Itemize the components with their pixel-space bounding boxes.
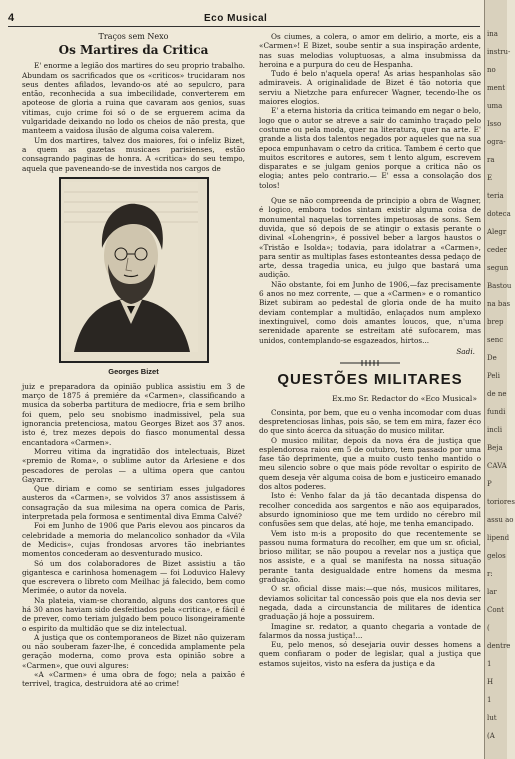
adjacent-page-fragment: lar [487,588,497,596]
article-paragraph: Na plateia, viam-se chorando, alguns dos cantores que há 30 anos haviam sido desfeitiados pela «critica», e fácil é de prever, como teriam julgado bem pouco lisongeiramente o espirito da multidão que se diz intelectual. [22,595,245,633]
article-paragraph: E' a eterna historia da critica teimando em negar o belo, logo que o autor se atreve a sair do caminho traçado pelo costume ou pela moda, quer na literatura, quer na arte. E' grande a lista dos talentos negados por aqueles que na sua epoca empunhavam o cetro da critica. Tambem é certo que muitos escritores e autores, sem t lento algum, escrevem disparates e se julgam genios porque a critica não os elogia; antes pelo contrario.— E' essa a consolação dos tolos! [259,106,481,190]
adjacent-page-fragment: segun [487,264,509,272]
section-title: QUESTÕES MILITARES [277,371,463,389]
adjacent-page-fragment: 1 [487,696,492,704]
author-signature: Sadi. [456,346,475,356]
adjacent-page-fragment: ina [487,30,498,38]
article-paragraph: Consinta, por bem, que eu o venha incomodar com duas despretenciosas linhas, pois são, se tem em mira, fazer éco do que sinto ácerca da situação do musico militar. [259,407,481,436]
adjacent-page-fragment: uma [487,102,503,110]
adjacent-page-fragment: CAVA [487,462,507,470]
article-paragraph: «A «Carmen» é uma obra de fogo; nela a paixão é terrivel, tragica, destruidora até ao crime! [22,670,245,689]
article-paragraph: Só um dos colaboradores de Bizet assistiu a tão gigantesca e carinhosa homenagem — foi Loduvico Halevy que escrevera o libreto com Meilhac já falecido, bem como Merimée, o autor da novela. [22,558,245,596]
adjacent-page-fragment: lut [487,714,497,722]
article-paragraph: O musico militar, depois da nova éra de justiça que esplendorosa raiou em 5 de outubro, tem passado por uma fase tão deprimente, que a muito custo tenho mantido o meu silencio sobre o que mais póde revoltar o espirito de quem deseja vêr alguma coisa de bom e justiceiro emanado dos altos poderes. [259,435,481,492]
adjacent-page-fragment: incli [487,426,503,434]
article-paragraph: Que se não compreenda de principio a obra de Wagner, é logico, embora todos sintam existir alguma coisa de monumental naquelas torrentes impetuosas de sons. Sem duvida, que só depois de se atingir o extasis perante o divinal «Lohengrin», é possivel beber a largos haustos o «Tristão e Isolda»; todavia, para idolatrar a «Carmen», para sentir as multiplas fases estonteantes dessa pedaço de arte, dessa tragedia unica, eu julgo que bastará uma audição. [259,196,481,280]
article-paragraph: Que diriam e como se sentiriam esses julgadores austeros da «Carmen», se volvidos 37 anos assistissem á consagração da sua milesima na opera comica de Paris, interpretada pela formosa e sentimental diva Emma Calvé? [22,484,245,522]
adjacent-page-fragment: na bas [487,300,511,308]
article-paragraph: A justiça que os contemporaneos de Bizet não quizeram ou não souberam fazer-lhe, é concedida amplamente pela geração moderna, como prova esta opinião sobre a «Carmen», que ouvi algures: [22,632,245,670]
adjacent-page-fragment: Cont [487,606,504,614]
article-paragraph: Os ciumes, a colera, o amor em delirio, a morte, eis a «Carmen»! E Bizet, soube sentir a sua inspiração ardente, nas suas melodias voluptuosas, a alma insubmissa da heroina e a purpura do ceu de Hespanha. [259,32,481,69]
adjacent-page-fragment: toriores [487,498,515,506]
bizet-portrait [59,177,209,363]
adjacent-page-fragment: De [487,354,497,362]
adjacent-page-fragment: senc [487,336,504,344]
ornamental-divider [259,360,481,369]
adjacent-page-fragment: fundi [487,408,506,416]
adjacent-page-fragment: ment [487,84,506,92]
adjacent-page-fragment: dentre [487,642,511,650]
adjacent-page-fragment: brep [487,318,504,326]
article-paragraph: E' enorme a legião dos martires do seu proprio trabalho. Abundam os sacrificados que os «criticos» trucidaram nos seus dentes afilados, levando-os até ao sepulcro, para então, reconhecida a sua imbecilidade, converterem em apoteose de gloria a ruina que cavaram aos genios, suas vitimas, cujo crime foi só o de se erguerem acima da vulgaridade deixando no lodo os cheios de não presta, que manteem a vaidosa ilusão de alguma coisa valerem. [22,61,245,136]
adjacent-page-fragment: gelos [487,552,506,560]
article-paragraph: Morreu vitima da ingratidão dos intelectuais, Bizet «premio de Roma», o sublime autor da Arlesiene e dos pescadores de perolas — a ultima opera que cantou Gayarre. [22,446,245,484]
divider-ornament-icon [340,360,400,366]
adjacent-page-fragment: 1 [487,660,492,668]
adjacent-page-fragment: Alegr [487,228,507,236]
column-kicker: Traços sem Nexo [98,32,169,41]
adjacent-page-fragment: de ne [487,390,507,398]
adjacent-page-fragment: ceder [487,246,508,254]
left-column [22,32,245,689]
portrait-caption: Georges Bizet [108,366,159,376]
letter-salutation: Ex.mo Sr. Redactor do «Eco Musical» [332,394,477,404]
adjacent-page-fragment: Peli [487,372,501,380]
adjacent-page-fragment: H [487,678,494,686]
adjacent-page-fragment: Beja [487,444,503,452]
portrait-engraving [64,182,198,352]
article-paragraph: Tudo é belo n'aquela opera! As arias hespanholas são admiraveis. A originalidade de Bizet é tão notoria que serviu a Nietzche para enfurecer Wagner, tecendo-lhe os maiores elogios. [259,69,481,107]
article-paragraph: Não obstante, foi em Junho de 1906,—faz precisamente 6 anos no mez corrente, — que a «Carmen» e o romantico Bizet subiram ao pedestal de gloria onde de ha muito deviam contemplar a multidão, enlaçados num amplexo inextinguivel, como dois amantes loucos, que, n'uma serenidade aparente se estreitam até sufocarem, mas unidos, contemplando-se esgazeados, hirtos... [259,279,481,345]
masthead: Eco Musical [204,13,268,24]
adjacent-page-fragment: r: [487,570,493,578]
adjacent-page-fragment: P [487,480,492,488]
adjacent-page-fragment: Isso [487,120,502,128]
page-header [8,12,480,27]
article-paragraph: Eu, pelo menos, só desejaria ouvir desses homens a quem confiaram o poder de legislar, qual a justiça que estamos sujeitos, visto na esfera da justiça e da [259,640,481,668]
adjacent-page-fragment: assu ao [487,516,514,524]
adjacent-page-fragment: ra [487,156,495,164]
adjacent-page-fragment: teria [487,192,504,200]
adjacent-page-fragment: instru- [487,48,511,56]
adjacent-page-fragment: (A [487,732,495,740]
page-number: 4 [8,12,15,24]
article-paragraph: Isto é: Venho falar da já tão decantada dispensa do recolher concedida aos sargentos e não aos equiparados, absurdo ignominioso que me tem urdido no cérebro mil confusões sem que delas, até hoje, me tenha emancipado. [259,491,481,529]
article-title: Os Martires da Critica [58,43,209,58]
adjacent-page-fragment: lipend [487,534,510,542]
adjacent-page-fragment: ogra- [487,138,506,146]
adjacent-page-fragment: Bastou [487,282,512,290]
article-paragraph: Um dos martires, talvez dos maiores, foi o infeliz Bizet, a quem as gazetas musicaes parisienses, estão consagrando paginas de honra. A «critica» do seu tempo, aquela que paveneando-se de investida nos cargos de [22,135,245,173]
article-paragraph: Vem isto m·is a proposito do que recentemente se passou numa formatura do recolher, em que um sr. oficial, brioso militar, se não poupou a revelar nos a justiça que nos assiste, e a qual se manifesta na nossa situação perante tanta desigualdade entre homens da mesma graduação. [259,528,481,585]
adjacent-page-fragment: E [487,174,493,182]
adjacent-page-edge [484,0,515,759]
article-paragraph: Foi em Junho de 1906 que Paris elevou aos pincaros da celebridade a memoria do melancolico sonhador da «Vila de Medicis», cujas frondosas arvores tão inebriantes momentos concederam ao desventurado musico. [22,521,245,559]
article-paragraph: Imagine sr. redator, a quanto chegaria a vontade de falarmos da nossa justiça!... [259,621,481,640]
adjacent-page-fragment: no [487,66,496,74]
article-paragraph: juiz e preparadora da opinião publica assistiu em 3 de março de 1875 á premiére da «Carmen», classificando a musica da soberba partitura de mediocre, fria e sem brilho foi quem, pelo seu snobismo inadmissivel, pela sua ignorancia pretenciosa, matou Georges Bizet aos 37 anos. isto é, trez mezes depois do fiasco monumental dessa encantadora «Carmen». [22,381,245,447]
article-paragraph: O sr. oficial disse mais:—que nós, musicos militares, deviamos solicitar tal concessão pois que ela nos devia ser negada, dada a circunstancia de militares de identica graduação já hoje a possuirem. [259,584,481,622]
right-column [259,32,481,668]
adjacent-page-fragment: ( [487,624,490,632]
adjacent-page-fragment: doteca [487,210,511,218]
